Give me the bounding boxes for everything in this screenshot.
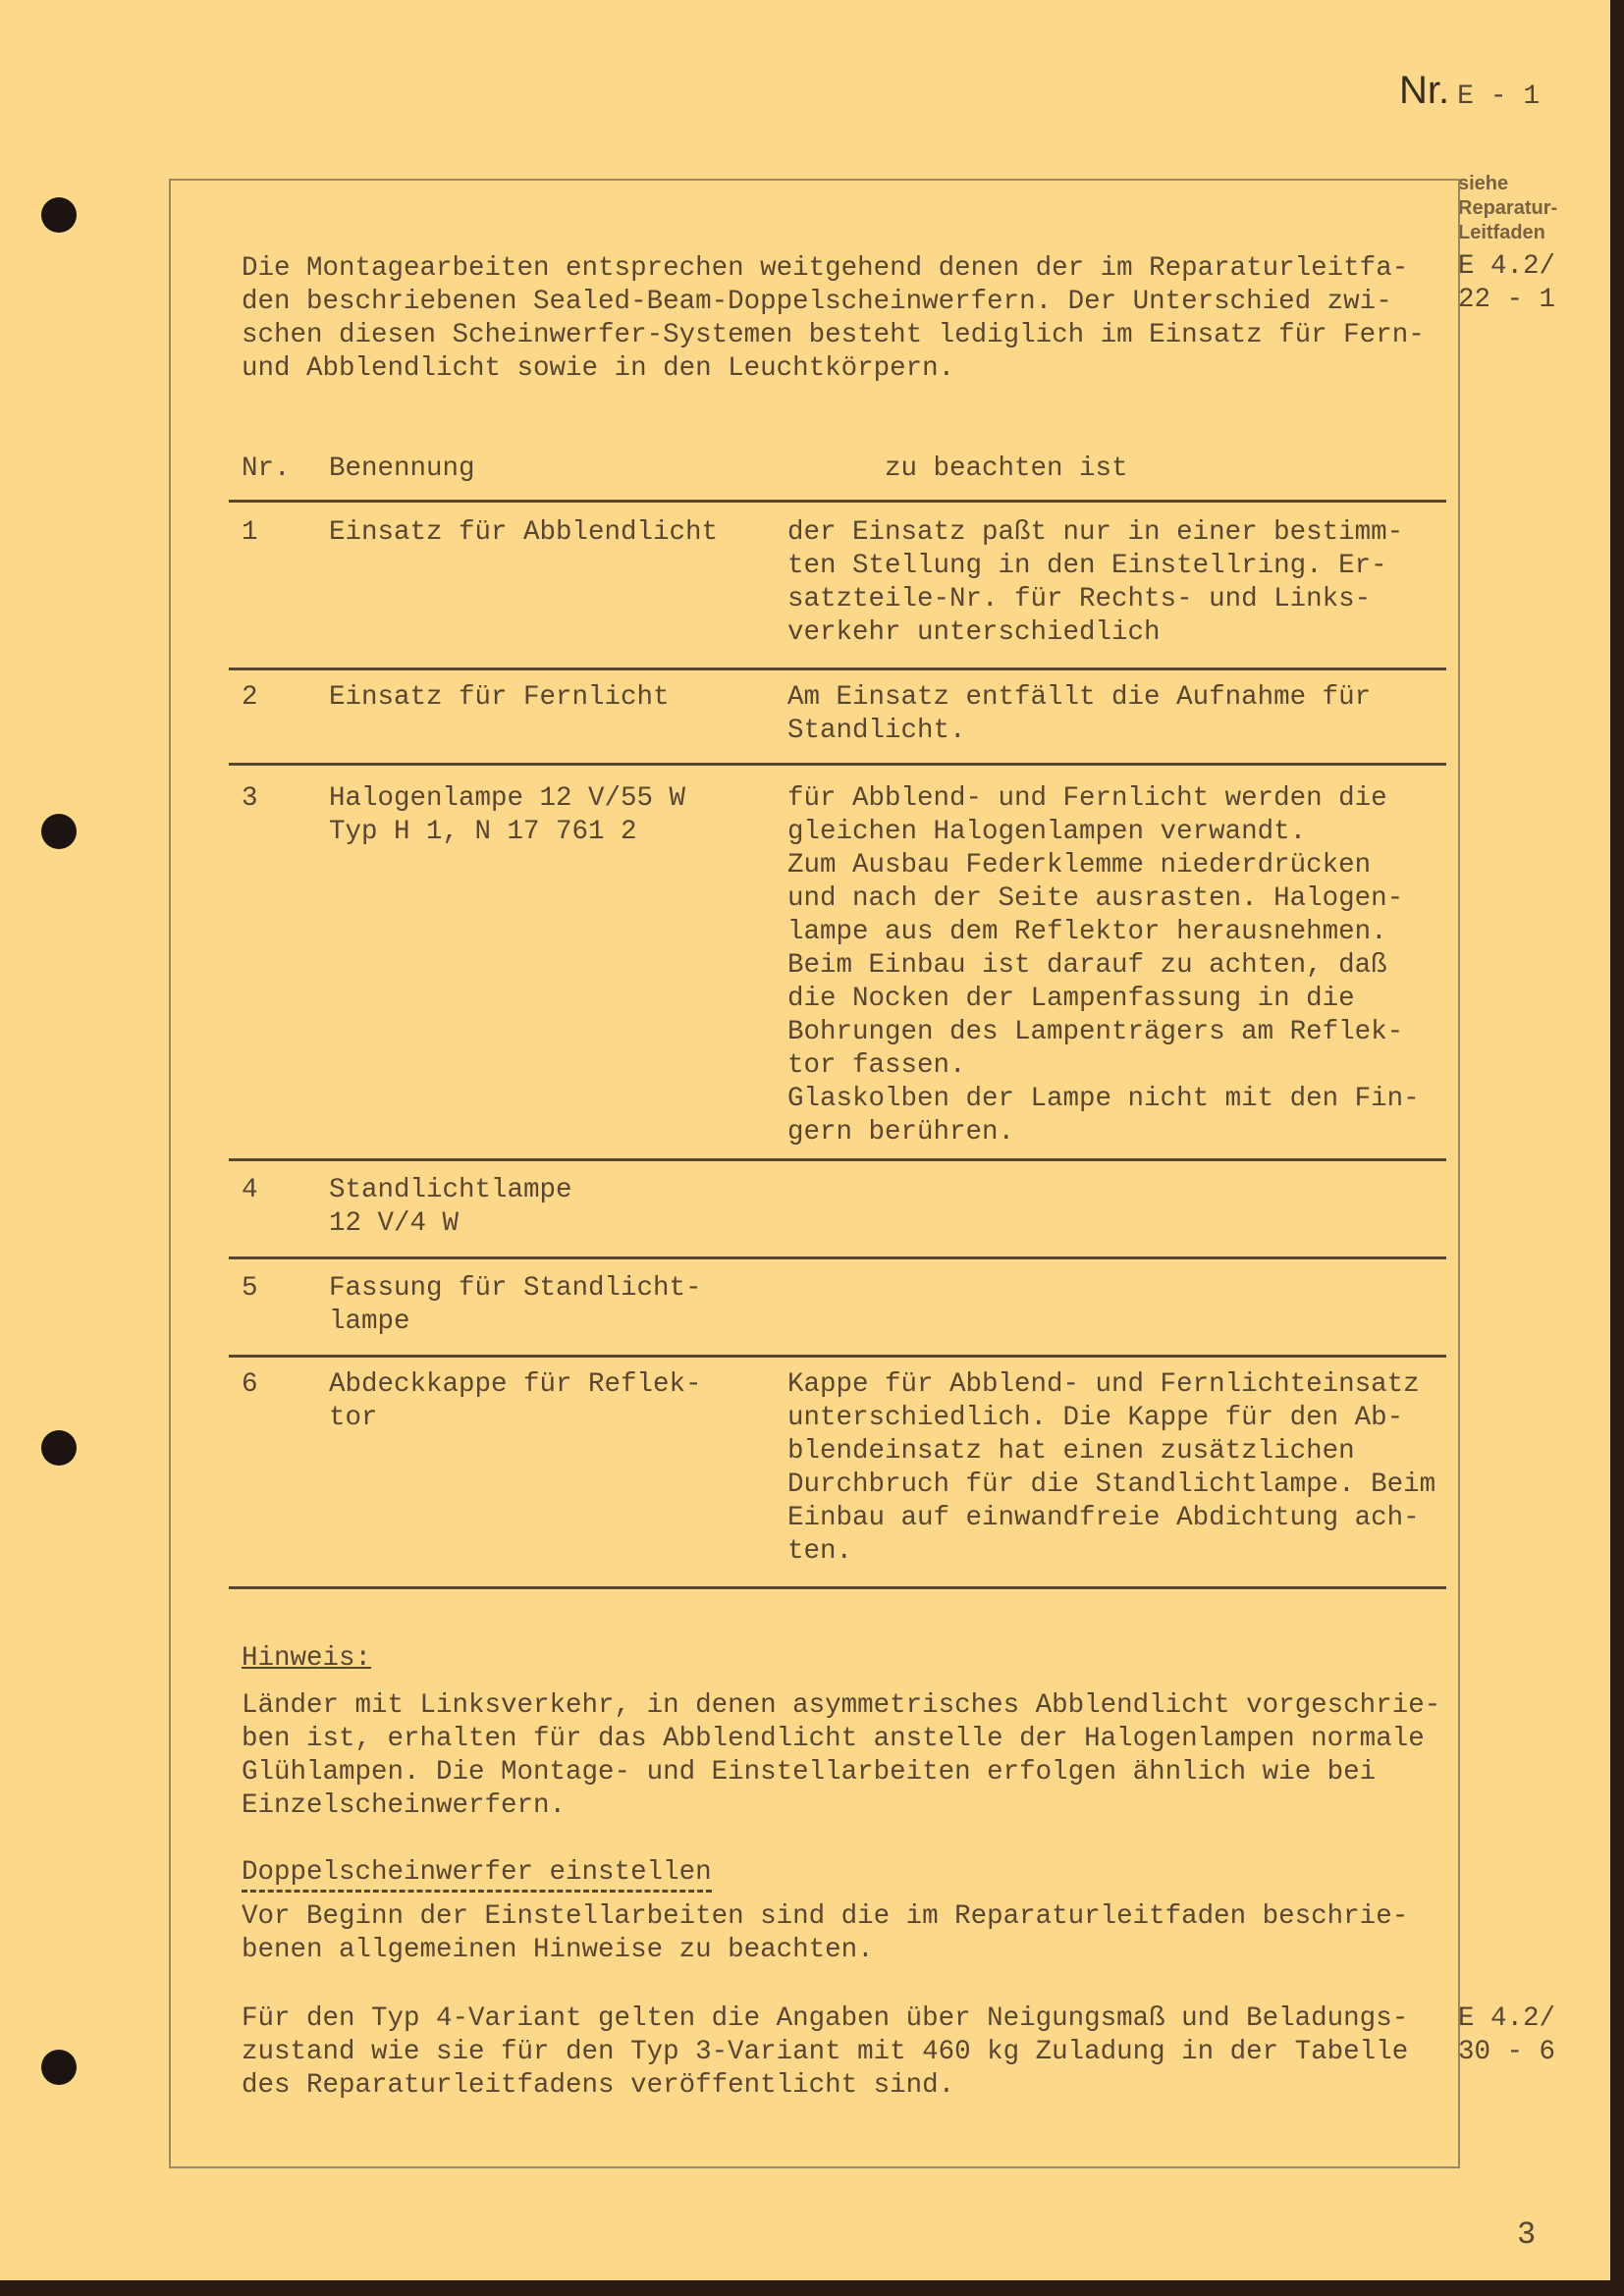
table-rule (229, 763, 1446, 766)
text-line: Glaskolben der Lampe nicht mit den Fin- (787, 1084, 1420, 1114)
text-line: Halogenlampe 12 V/55 W (329, 783, 686, 814)
table-rule (229, 1355, 1446, 1358)
text-line: 22 - 1 (1458, 285, 1556, 315)
row-nr: 3 (242, 783, 258, 814)
table-rule (229, 667, 1446, 670)
text-line: blendeinsatz hat einen zusätzlichen (787, 1436, 1355, 1467)
table-rule (229, 1586, 1446, 1589)
row-note (787, 681, 1371, 748)
text-line: Kappe für Abblend- und Fernlichteinsatz (787, 1369, 1420, 1400)
text-line: schen diesen Scheinwerfer-Systemen besteht lediglich im Einsatz für Fern- (242, 320, 1425, 350)
einstellen-title: Doppelscheinwerfer einstellen (242, 1857, 712, 1893)
text-line: Bohrungen des Lampenträgers am Reflek- (787, 1017, 1404, 1047)
text-line: verkehr unterschiedlich (787, 617, 1161, 648)
margin-ref-title (1458, 172, 1557, 245)
row-note (787, 516, 1403, 650)
einstellen-text-2 (242, 2002, 1408, 2103)
row-note (787, 782, 1420, 1149)
nr-label: Nr. (1399, 69, 1450, 112)
text-line: Einzelscheinwerfern. (242, 1790, 567, 1821)
text-line: und nach der Seite ausrasten. Halogen- (787, 883, 1404, 914)
text-line: Glühlampen. Die Montage- und Einstellarbeiten erfolgen ähnlich wie bei (242, 1757, 1377, 1788)
row-name (329, 782, 685, 849)
text-line: ben ist, erhalten für das Abblendlicht anstelle der Halogenlampen normale (242, 1724, 1425, 1754)
text-line: Länder mit Linksverkehr, in denen asymmetrisches Abblendlicht vorgeschrie- (242, 1690, 1441, 1721)
text-line: gleichen Halogenlampen verwandt. (787, 817, 1307, 847)
text-line: benen allgemeinen Hinweise zu beachten. (242, 1935, 874, 1965)
text-line: gern berühren. (787, 1117, 1015, 1148)
text-line: Standlicht. (787, 716, 966, 746)
text-line: unterschiedlich. Die Kappe für den Ab- (787, 1403, 1404, 1433)
text-line: tor (329, 1403, 378, 1433)
text-line: ten. (787, 1536, 853, 1567)
hinweis-title: Hinweis: (242, 1643, 372, 1674)
text-line: Reparatur- (1458, 197, 1558, 219)
row-nr: 1 (242, 517, 258, 548)
row-name (329, 1174, 572, 1241)
row-name (329, 681, 670, 715)
table-rule (229, 500, 1446, 503)
text-line: siehe (1458, 173, 1509, 194)
text-line: E 4.2/ (1458, 251, 1556, 282)
text-line: Am Einsatz entfällt die Aufnahme für (787, 682, 1372, 713)
text-line: ten Stellung in den Einstellring. Er- (787, 551, 1387, 581)
scan-edge-right (1610, 0, 1624, 2296)
margin-ref-2 (1458, 2002, 1555, 2069)
text-line: der Einsatz paßt nur in einer bestimm- (787, 517, 1404, 548)
text-line: für Abblend- und Fernlicht werden die (787, 783, 1387, 814)
hinweis-text (242, 1689, 1440, 1823)
text-line: tor fassen. (787, 1050, 966, 1081)
text-line: Leitfaden (1458, 222, 1545, 243)
header-name: Benennung (329, 454, 475, 484)
row-name (329, 1272, 702, 1339)
punch-hole (41, 1430, 77, 1466)
text-line: lampe (329, 1307, 410, 1337)
text-line: Abdeckkappe für Reflek- (329, 1369, 702, 1400)
text-line: Einbau auf einwandfreie Abdichtung ach- (787, 1503, 1420, 1533)
text-line: Standlichtlampe (329, 1175, 572, 1205)
punch-hole (41, 814, 77, 849)
text-line: satzteile-Nr. für Rechts- und Links- (787, 584, 1372, 614)
text-line: Einsatz für Abblendlicht (329, 517, 719, 548)
table-rule (229, 1256, 1446, 1259)
punch-hole (41, 197, 77, 233)
text-line: Zum Ausbau Federklemme niederdrücken (787, 850, 1372, 881)
text-line: und Abblendlicht sowie in den Leuchtkörpern. (242, 353, 955, 384)
text-line: Vor Beginn der Einstellarbeiten sind die im Reparaturleitfaden beschrie- (242, 1901, 1409, 1932)
einstellen-text (242, 1900, 1408, 1967)
page-number: 3 (1517, 2216, 1537, 2253)
text-line: zustand wie sie für den Typ 3-Variant mit 460 kg Zuladung in der Tabelle (242, 2037, 1409, 2067)
text-line: Fassung für Standlicht- (329, 1273, 702, 1304)
row-name (329, 1368, 702, 1435)
header-nr: Nr. (242, 454, 291, 484)
header-note: zu beachten ist (885, 454, 1128, 484)
row-nr: 5 (242, 1273, 258, 1304)
text-line: Beim Einbau ist darauf zu achten, daß (787, 950, 1387, 981)
text-line: Die Montagearbeiten entsprechen weitgehend denen der im Reparaturleitfa- (242, 253, 1409, 284)
text-line: 30 - 6 (1458, 2037, 1556, 2067)
text-line: des Reparaturleitfadens veröffentlicht sind. (242, 2070, 955, 2101)
row-nr: 4 (242, 1175, 258, 1205)
text-line: Einsatz für Fernlicht (329, 682, 670, 713)
table-rule (229, 1158, 1446, 1161)
text-line: Durchbruch für die Standlichtlampe. Beim (787, 1469, 1436, 1500)
row-name (329, 516, 718, 550)
text-line: E 4.2/ (1458, 2003, 1556, 2034)
row-note (787, 1368, 1435, 1569)
text-line: lampe aus dem Reflektor herausnehmen. (787, 917, 1387, 947)
text-line: den beschriebenen Sealed-Beam-Doppelscheinwerfern. Der Unterschied zwi- (242, 287, 1392, 317)
row-nr: 2 (242, 682, 258, 713)
row-nr: 6 (242, 1369, 258, 1400)
text-line: Für den Typ 4-Variant gelten die Angaben über Neigungsmaß und Beladungs- (242, 2003, 1409, 2034)
nr-value: E - 1 (1457, 81, 1541, 112)
intro-paragraph (242, 252, 1425, 386)
document-number (1399, 69, 1540, 113)
text-line: Typ H 1, N 17 761 2 (329, 817, 637, 847)
margin-ref-1 (1458, 250, 1555, 317)
text-line: die Nocken der Lampenfassung in die (787, 984, 1355, 1014)
scan-edge-bottom (0, 2280, 1624, 2296)
punch-hole (41, 2050, 77, 2085)
text-line: 12 V/4 W (329, 1208, 460, 1239)
